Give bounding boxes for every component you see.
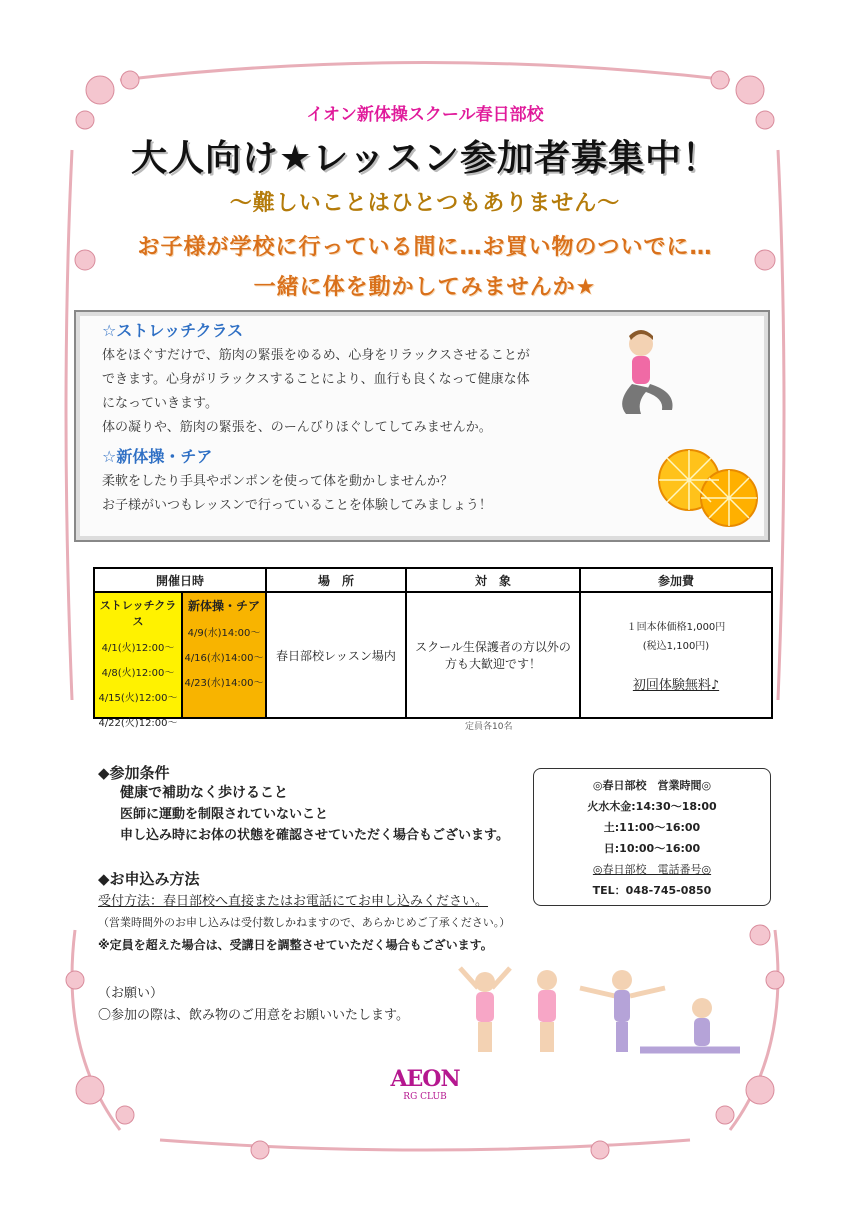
date-item: 4/1(火)12:00～ xyxy=(101,643,175,654)
fee-tax: (税込1,100円) xyxy=(642,640,710,652)
stretch-line: できます。心身がリラックスすることにより、血行も良くなって健康な体 xyxy=(102,372,530,387)
phone-title: ◎春日部校 電話番号◎ xyxy=(592,863,712,876)
stretching-woman-illustration xyxy=(596,322,696,422)
conditions-heading: ◆参加条件 xyxy=(98,764,170,782)
header-target: 対 象 xyxy=(406,568,580,592)
condition-item: 医師に運動を制限されていないこと xyxy=(120,807,329,822)
stretch-line: になっていきます。 xyxy=(102,396,218,411)
date-item: 4/22(火)12:00～ xyxy=(98,718,178,729)
date-item: 4/15(火)12:00～ xyxy=(98,693,178,704)
capacity-adjust-note: ※定員を超えた場合は、受講日を調整させていただく場合もございます。 xyxy=(98,938,493,952)
schedule-cell xyxy=(94,592,266,729)
target-cell: スクール生保護者の方以外の方も大歓迎です！ xyxy=(406,592,580,718)
stretch-line: 体の凝りや、筋肉の緊張を、のーんびりほぐしてしてみませんか。 xyxy=(102,420,492,435)
condition-item: 申し込み時にお体の状態を確認させていただく場合もございます。 xyxy=(120,828,509,843)
phone-number: TEL：048-745-0850 xyxy=(592,884,712,897)
cheer-class-heading: ☆新体操・チア xyxy=(102,447,213,466)
stretch-schedule-head: ストレッチクラス xyxy=(99,599,177,628)
aeon-logo xyxy=(385,1066,465,1102)
exercising-women-illustration xyxy=(440,958,760,1058)
stretch-class-heading: ☆ストレッチクラス xyxy=(102,321,244,340)
header-place: 場 所 xyxy=(266,568,406,592)
stretch-schedule xyxy=(95,593,181,729)
hours-title: ◎春日部校 営業時間◎ xyxy=(592,779,712,792)
cheer-schedule xyxy=(181,593,265,717)
date-item: 4/8(火)12:00～ xyxy=(101,668,175,679)
date-item: 4/16(水)14:00～ xyxy=(184,653,264,664)
cheer-schedule-head: 新体操・チア xyxy=(187,599,260,613)
cheer-line: 柔軟をしたり手具やポンポンを使って体を動かしませんか？ xyxy=(102,474,454,489)
request-heading: （お願い） xyxy=(98,986,164,1001)
lead-line-2: 一緒に体を動かしてみませんか★ xyxy=(253,275,597,300)
stretch-line: 体をほぐすだけで、筋肉の緊張をゆるめ、心身をリラックスさせることが xyxy=(102,348,530,363)
school-name: イオン新体操スクール春日部校 xyxy=(306,105,544,125)
header-fee: 参加費 xyxy=(580,568,772,592)
class-description-box xyxy=(74,310,770,542)
apply-heading: ◆お申込み方法 xyxy=(98,870,200,888)
fee-price: １回本体価格1,000円 xyxy=(626,621,726,633)
logo-name: AEON xyxy=(390,1066,460,1092)
date-item: 4/23(水)14:00～ xyxy=(184,678,264,689)
fee-free-trial: 初回体験無料♪ xyxy=(632,677,720,693)
date-item: 4/9(水)14:00～ xyxy=(187,628,261,639)
conditions-list xyxy=(120,783,509,846)
place-cell: 春日部校レッスン場内 xyxy=(266,592,406,718)
subtitle: ～難しいことはひとつもありません～ xyxy=(229,191,621,216)
hours-weekday: 火水木金:14:30～18:00 xyxy=(587,800,717,813)
fee-cell xyxy=(580,592,772,718)
apply-method: 受付方法：春日部校へ直接またはお電話にてお申し込みください。 xyxy=(98,894,489,909)
capacity-note: 定員各10名 xyxy=(465,722,513,732)
hours-sunday: 日:10:00～16:00 xyxy=(603,842,701,855)
page-title: 大人向け★レッスン参加者募集中！ xyxy=(131,138,719,179)
condition-item: 健康で補助なく歩けること xyxy=(120,785,288,801)
pompom-icon xyxy=(651,442,761,532)
logo-sub: RG CLUB xyxy=(403,1092,447,1102)
hours-saturday: 土:11:00～16:00 xyxy=(603,821,701,834)
header-datetime: 開催日時 xyxy=(94,568,266,592)
business-hours-box xyxy=(533,768,771,906)
cheer-line: お子様がいつもレッスンで行っていることを体験してみましょう！ xyxy=(102,498,492,513)
lead-line-1: お子様が学校に行っている間に…お買い物のついでに… xyxy=(137,235,713,260)
apply-note: （営業時間外のお申し込みは受付数しかねますので、あらかじめご了承ください。） xyxy=(98,916,511,929)
request-line: 〇参加の際は、飲み物のご用意をお願いいたします。 xyxy=(98,1008,409,1023)
